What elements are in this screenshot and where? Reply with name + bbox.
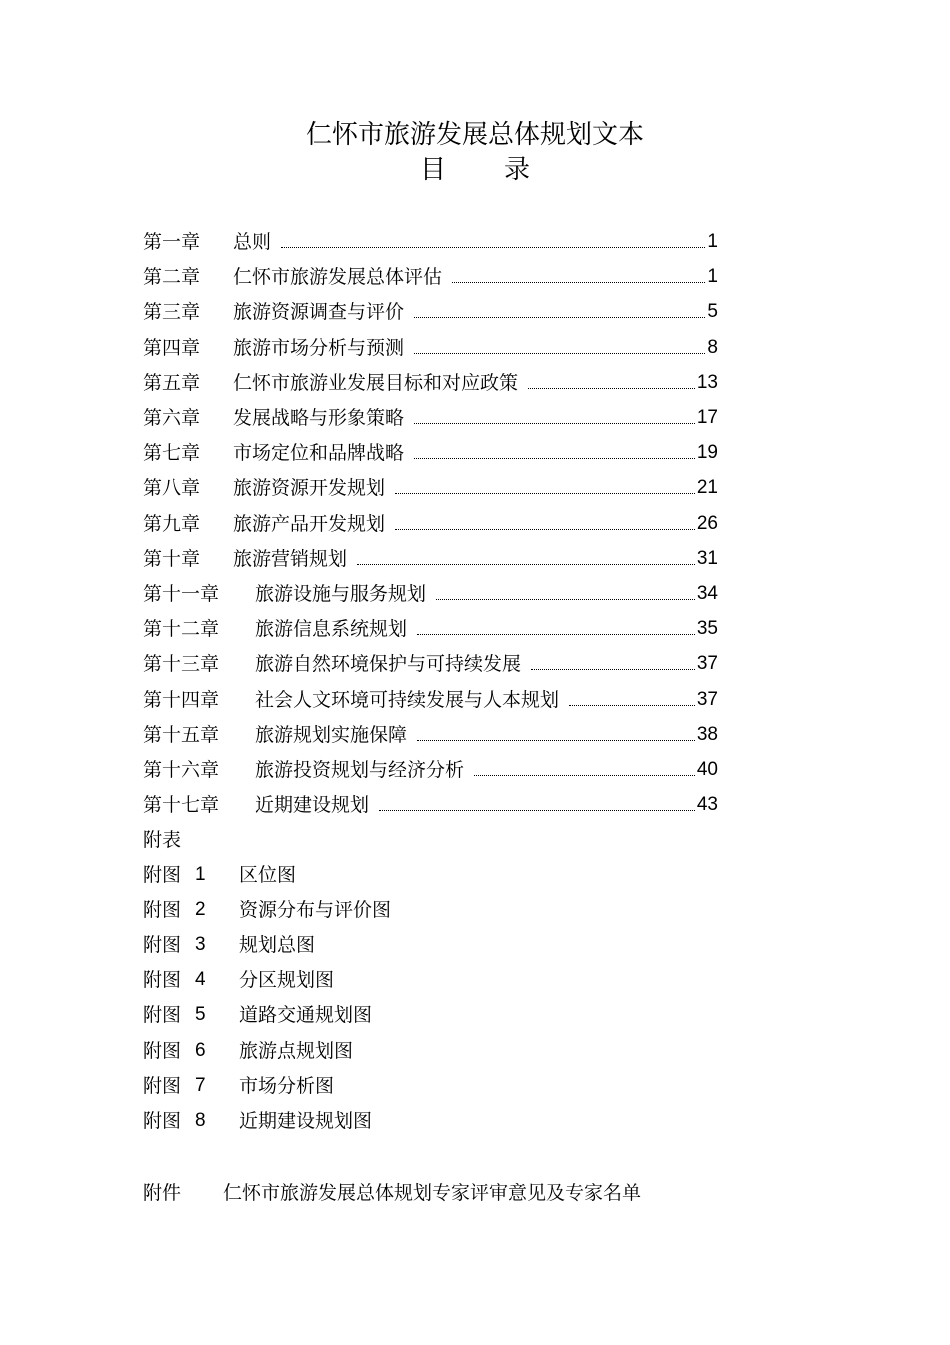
page-number: 38 xyxy=(696,723,718,745)
chapter-title: 旅游资源调查与评价 xyxy=(233,301,405,324)
figure-label: 附图 xyxy=(143,1109,182,1132)
figure-index: 1 xyxy=(195,864,206,885)
chapter-number: 第二章 xyxy=(143,266,201,289)
page-number: 40 xyxy=(696,759,718,780)
chapter-title: 社会人文环境可持续发展与人本规划 xyxy=(255,688,560,711)
dot-leader xyxy=(531,669,695,670)
figure-index: 7 xyxy=(195,1074,206,1096)
toc-entry[interactable] xyxy=(143,438,718,468)
chapter-title: 总则 xyxy=(233,231,272,253)
attachment-title: 仁怀市旅游发展总体规划专家评审意见及专家名单 xyxy=(223,1182,642,1204)
figure-label: 附图 xyxy=(143,1004,182,1027)
figure-index: 6 xyxy=(195,1039,206,1061)
figure-title: 旅游点规划图 xyxy=(239,1039,354,1062)
chapter-title: 旅游规划实施保障 xyxy=(255,723,408,746)
chapter-number: 第十二章 xyxy=(143,618,220,641)
dot-leader xyxy=(452,282,705,283)
chapter-number: 第九章 xyxy=(143,512,201,535)
toc-entry[interactable] xyxy=(143,368,718,398)
chapter-number: 第十七章 xyxy=(143,794,220,817)
toc-entry[interactable] xyxy=(143,403,718,433)
chapter-title: 市场定位和品牌战略 xyxy=(233,442,405,465)
chapter-title: 旅游市场分析与预测 xyxy=(233,336,405,359)
page-number: 43 xyxy=(696,794,718,816)
figure-label: 附图 xyxy=(143,1074,182,1097)
chapter-number: 第十六章 xyxy=(143,759,220,781)
figure-title: 分区规划图 xyxy=(239,969,335,992)
chapter-number: 第十一章 xyxy=(143,583,220,605)
dot-leader xyxy=(357,564,695,565)
chapter-number: 第十五章 xyxy=(143,723,220,746)
attachment-label: 附件 xyxy=(143,1182,182,1204)
figure-label: 附图 xyxy=(143,864,182,886)
chapter-number: 第四章 xyxy=(143,336,201,359)
page-number: 13 xyxy=(696,371,718,393)
toc-entry[interactable] xyxy=(143,720,718,750)
toc-entry[interactable] xyxy=(143,579,718,609)
page-number: 21 xyxy=(696,477,718,499)
toc-entry[interactable] xyxy=(143,333,718,363)
chapter-title: 近期建设规划 xyxy=(255,794,370,817)
chapter-number: 第五章 xyxy=(143,371,201,394)
dot-leader xyxy=(395,529,695,530)
figure-title: 道路交通规划图 xyxy=(239,1004,373,1027)
toc-entry[interactable] xyxy=(143,614,718,644)
toc-entry[interactable] xyxy=(143,473,718,503)
chapter-title: 旅游设施与服务规划 xyxy=(255,583,427,605)
figure-index: 5 xyxy=(195,1004,206,1026)
dot-leader xyxy=(417,740,695,741)
chapter-title: 旅游信息系统规划 xyxy=(255,618,408,641)
dot-leader xyxy=(395,493,695,494)
dot-leader xyxy=(417,634,695,635)
page-number: 1 xyxy=(707,266,718,288)
figure-label: 附图 xyxy=(143,969,182,992)
toc-entry[interactable] xyxy=(143,685,718,715)
chapter-title: 发展战略与形象策略 xyxy=(233,407,405,429)
page-number: 26 xyxy=(696,512,718,534)
page-number: 19 xyxy=(696,442,718,464)
figure-title: 市场分析图 xyxy=(239,1074,335,1097)
chapter-title: 旅游自然环境保护与可持续发展 xyxy=(255,653,522,676)
toc-entry[interactable] xyxy=(143,755,718,785)
figure-index: 4 xyxy=(195,969,206,991)
toc-entry[interactable] xyxy=(143,227,718,257)
chapter-number: 第十三章 xyxy=(143,653,220,676)
figure-index: 2 xyxy=(195,899,206,921)
chapter-title: 旅游资源开发规划 xyxy=(233,477,386,500)
chapter-number: 第三章 xyxy=(143,301,201,324)
dot-leader xyxy=(281,247,705,248)
toc-entry[interactable] xyxy=(143,544,718,574)
figure-title: 区位图 xyxy=(239,864,297,886)
page-number: 34 xyxy=(696,583,718,604)
chapter-number: 第十章 xyxy=(143,547,201,570)
chapter-title: 仁怀市旅游业发展目标和对应政策 xyxy=(233,371,519,394)
page-number: 1 xyxy=(707,231,718,252)
page-number: 5 xyxy=(707,301,718,323)
document-title: 仁怀市旅游发展总体规划文本 xyxy=(305,120,644,150)
chapter-title: 旅游营销规划 xyxy=(233,547,348,570)
figure-label: 附图 xyxy=(143,899,182,922)
dot-leader xyxy=(528,388,695,389)
chapter-title: 仁怀市旅游发展总体评估 xyxy=(233,266,443,289)
figure-index: 8 xyxy=(195,1109,206,1131)
chapter-title: 旅游投资规划与经济分析 xyxy=(255,759,465,781)
page-number: 8 xyxy=(707,336,718,358)
dot-leader xyxy=(414,458,695,459)
toc-entry[interactable] xyxy=(143,262,718,292)
toc-entry[interactable] xyxy=(143,509,718,539)
figure-index: 3 xyxy=(195,934,206,956)
toc-heading: 目录 xyxy=(419,155,588,185)
chapter-number: 第十四章 xyxy=(143,688,220,711)
figure-label: 附图 xyxy=(143,934,182,957)
dot-leader xyxy=(414,317,705,318)
page-number: 37 xyxy=(696,688,718,710)
toc-entry[interactable] xyxy=(143,297,718,327)
chapter-number: 第一章 xyxy=(143,231,201,253)
figure-title: 规划总图 xyxy=(239,934,316,957)
chapter-number: 第六章 xyxy=(143,407,201,429)
page-number: 37 xyxy=(696,653,718,675)
figure-title: 资源分布与评价图 xyxy=(239,899,392,922)
page-number: 35 xyxy=(696,618,718,640)
dot-leader xyxy=(414,353,705,354)
dot-leader xyxy=(414,423,695,424)
dot-leader xyxy=(436,599,695,600)
page-number: 17 xyxy=(696,407,718,428)
chapter-number: 第八章 xyxy=(143,477,201,500)
figure-title: 近期建设规划图 xyxy=(239,1109,373,1132)
dot-leader xyxy=(474,775,695,776)
figure-label: 附图 xyxy=(143,1039,182,1062)
toc-entry[interactable] xyxy=(143,790,718,820)
dot-leader xyxy=(569,705,695,706)
page-number: 31 xyxy=(696,547,718,569)
chapter-number: 第七章 xyxy=(143,442,201,465)
toc-entry[interactable] xyxy=(143,649,718,679)
chapter-title: 旅游产品开发规划 xyxy=(233,512,386,535)
dot-leader xyxy=(379,810,695,811)
